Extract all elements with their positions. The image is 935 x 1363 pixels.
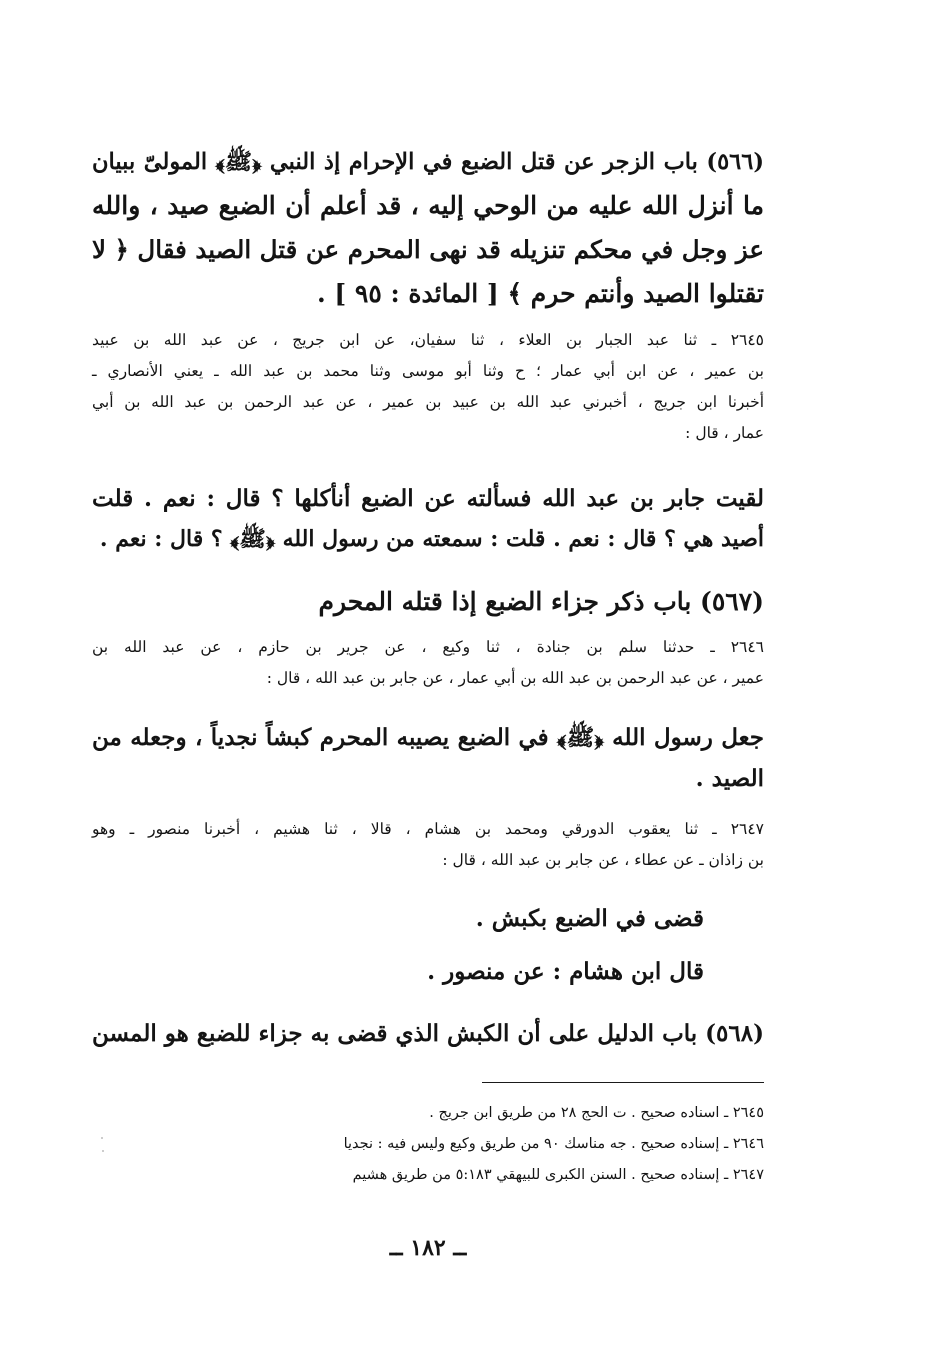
paper-speck xyxy=(101,1137,103,1139)
book-page xyxy=(92,0,764,1363)
chapter-heading-line: (٥٦٦) باب الزجر عن قتل الضبع في الإحرام إذ النبي ﴿ﷺ﴾ المولىّ ببيان xyxy=(92,149,764,175)
chapter-heading-line: تقتلوا الصيد وأنتم حرم ﴾ [ المائدة : ٩٥ ] . xyxy=(316,279,764,308)
isnad-line: أخبرنا ابن جريج ، أخبرني عبد الله بن عبيد بن عمير ، عن عبد الرحمن بن عبد الله بن أبي xyxy=(92,393,764,411)
chapter-heading-line: (٥٦٨) باب الدليل على أن الكبش الذي قضى به جزاء للضبع هو المسن xyxy=(92,1020,764,1047)
chapter-heading-line: (٥٦٧) باب ذكر جزاء الضبع إذا قتله المحرم xyxy=(318,587,764,616)
chapter-heading-line: عز وجل في محكم تنزيله قد نهى المحرم عن قتل الصيد فقال ﴿ لا xyxy=(92,235,764,264)
matn-line: أصيد هي ؟ قال : نعم . قلت : سمعته من رسول الله ﴿ﷺ﴾ ؟ قال : نعم . xyxy=(99,526,764,552)
hadith-2647-matn xyxy=(92,898,764,992)
isnad-line: بن زاذان ـ عن عطاء ، عن جابر بن عبد الله ، قال : xyxy=(442,851,764,869)
matn-line: جعل رسول الله ﴿ﷺ﴾ في الضبع يصيبه المحرم كبشاً نجدياً ، وجعله من xyxy=(92,724,764,751)
hadith-2645-matn xyxy=(92,478,764,560)
footnote: ٢٦٤٦ ـ إسناده صحيح . جه مناسك ٩٠ من طريق وكيع وليس فيه : نجديا xyxy=(343,1136,764,1152)
matn-line: قضى في الضبع بكبش . xyxy=(475,905,704,932)
chapter-heading-567 xyxy=(92,580,764,624)
matn-line: الصيد . xyxy=(695,765,764,792)
matn-line: قال ابن هشام : عن منصور . xyxy=(427,958,704,985)
matn-line: لقيت جابر بن عبد الله فسألته عن الضبع أنأكلها ؟ قال : نعم . قلت xyxy=(92,485,764,512)
isnad-line: عمار ، قال : xyxy=(685,424,764,442)
isnad-line: ٢٦٤٦ ـ حدثنا سلم بن جنادة ، ثنا وكيع ، عن جرير بن حازم ، عن عبد الله بن xyxy=(92,638,764,656)
hadith-2646-matn xyxy=(92,717,764,799)
chapter-heading-568 xyxy=(92,1012,764,1056)
isnad-line: ٢٦٤٥ ـ ثنا عبد الجبار بن العلاء ، ثنا سفيان، عن ابن جريج ، عن عبد الله بن عبيد xyxy=(92,331,764,349)
isnad-line: ٢٦٤٧ ـ ثنا يعقوب الدورقي ومحمد بن هشام ، قالا ، ثنا هشيم ، أخبرنا منصور ـ وهو xyxy=(92,820,764,838)
paper-speck xyxy=(102,1150,104,1152)
page-number: ــ ١٨٢ ــ xyxy=(389,1235,467,1261)
footnote: ٢٦٤٧ ـ إسناده صحيح . السنن الكبرى للبيهقي ٥:١٨٣ من طريق هشيم xyxy=(352,1167,764,1183)
hadith-2645-isnad xyxy=(92,325,764,449)
footnote: ٢٦٤٥ ـ اسناده صحيح . ت الحج ٢٨ من طريق ابن جريج . xyxy=(429,1105,764,1121)
isnad-line: عمير ، عن عبد الرحمن بن عبد الله بن أبي عمار ، عن جابر بن عبد الله ، قال : xyxy=(266,669,764,687)
chapter-heading-line: ما أنزل الله عليه من الوحي إليه ، قد أعلم أن الضبع صيد ، والله xyxy=(92,191,764,220)
isnad-line: بن عمير ، عن ابن أبي عمار ؛ ح وثنا أبو موسى وثنا محمد بن عبد الله ـ يعني الأنصاري ـ xyxy=(92,362,764,380)
hadith-2647-isnad xyxy=(92,814,764,876)
footnotes xyxy=(92,1098,764,1191)
hadith-2646-isnad xyxy=(92,632,764,694)
chapter-heading-566 xyxy=(92,140,764,316)
footnote-divider xyxy=(482,1082,764,1083)
